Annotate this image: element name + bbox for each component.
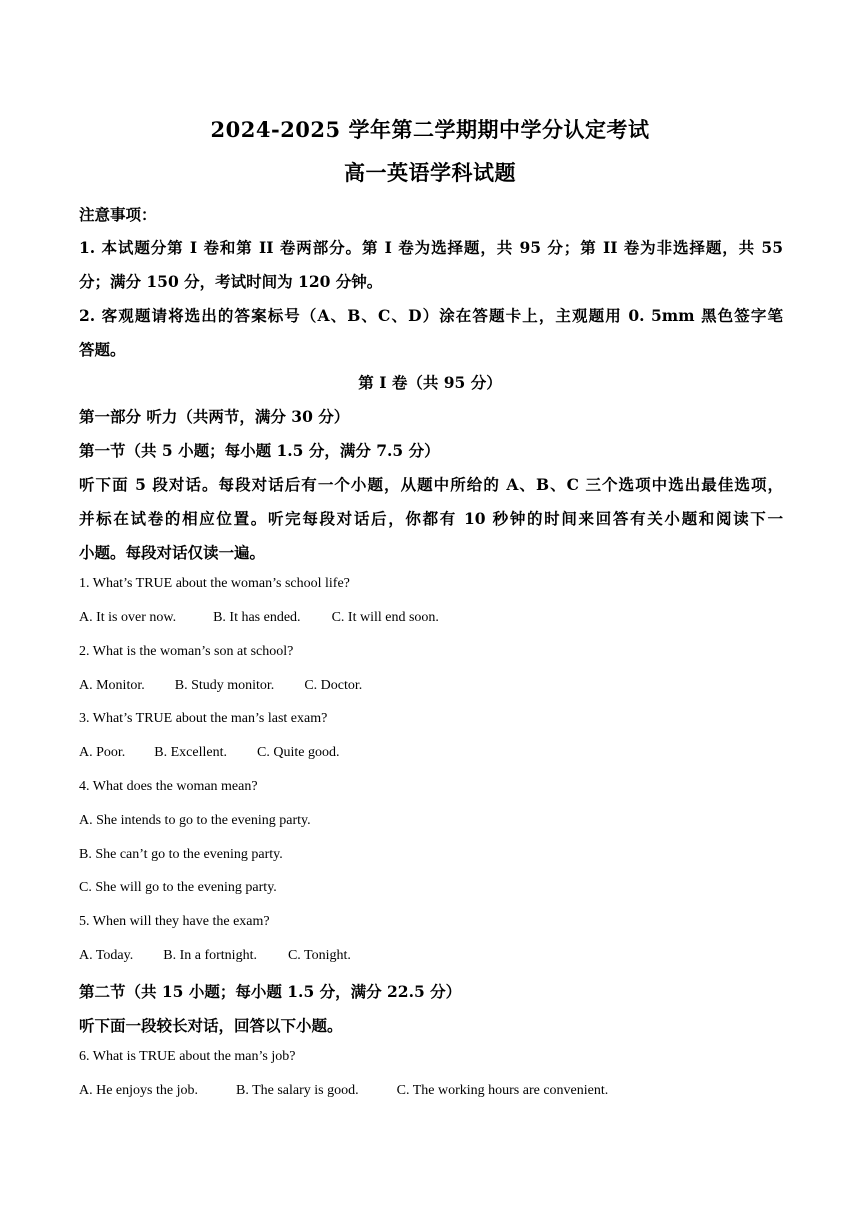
question-options [79, 948, 351, 964]
option: A. Today. [79, 948, 134, 963]
notice-item-1-line-2: 分；满分 150 分，考试时间为 120 分钟。 [79, 272, 383, 291]
section-1-instruction-line-3: 小题。每段对话仅读一遍。 [79, 543, 266, 562]
option: B. It has ended. [213, 610, 301, 625]
question-stem: 1. What’s TRUE about the woman’s school life? [79, 576, 350, 591]
option: C. She will go to the evening party. [79, 880, 277, 895]
option: B. She can’t go to the evening party. [79, 847, 283, 862]
question-options [79, 1083, 608, 1099]
option: C. It will end soon. [331, 610, 439, 625]
question-stem: 5. When will they have the exam? [79, 914, 270, 929]
option: A. It is over now. [79, 610, 177, 625]
question-stem: 4. What does the woman mean? [79, 779, 258, 794]
notice-item-2-line-1: 2. 客观题请将选出的答案标号（A、B、C、D）涂在答题卡上，主观题用 0. 5mm 黑色签字笔 [79, 306, 783, 325]
option: A. Poor. [79, 745, 126, 760]
option: C. Quite good. [257, 745, 340, 760]
option: B. The salary is good. [235, 1083, 359, 1098]
question-stem: 3. What’s TRUE about the man’s last exam? [79, 711, 328, 726]
exam-subtitle: 高一英语学科试题 [344, 160, 516, 185]
section-1-heading: 第一节（共 5 小题；每小题 1.5 分，满分 7.5 分） [79, 441, 440, 460]
option: A. Monitor. [79, 678, 145, 693]
exam-title: 2024-2025 学年第二学期期中学分认定考试 [210, 117, 650, 142]
section-1-instruction-line-1: 听下面 5 段对话。每段对话后有一个小题，从题中所给的 A、B、C 三个选项中选出最佳选项， [79, 475, 783, 494]
option: C. Tonight. [287, 948, 351, 963]
option: B. In a fortnight. [163, 948, 257, 963]
option: B. Study monitor. [174, 678, 275, 693]
question-options [79, 678, 362, 694]
question-stem: 6. What is TRUE about the man’s job? [79, 1049, 296, 1064]
question-options [79, 610, 439, 626]
notice-item-1-line-1: 1. 本试题分第 I 卷和第 II 卷两部分。第 I 卷为选择题，共 95 分；第 II 卷为非选择题，共 55 [79, 238, 783, 257]
option: A. He enjoys the job. [79, 1083, 198, 1098]
volume-heading: 第 I 卷（共 95 分） [358, 373, 502, 392]
notice-item-2-line-2: 答题。 [79, 340, 126, 359]
option: B. Excellent. [154, 745, 227, 760]
part-heading: 第一部分 听力（共两节，满分 30 分） [79, 407, 350, 426]
question-stem: 2. What is the woman’s son at school? [79, 644, 294, 659]
option: C. Doctor. [304, 678, 363, 693]
section-2-instruction: 听下面一段较长对话，回答以下小题。 [79, 1016, 343, 1035]
question-options [79, 745, 339, 761]
section-1-instruction-line-2: 并标在试卷的相应位置。听完每段对话后，你都有 10 秒钟的时间来回答有关小题和阅读下一 [79, 509, 783, 528]
section-2-heading: 第二节（共 15 小题；每小题 1.5 分，满分 22.5 分） [79, 982, 462, 1001]
option: A. She intends to go to the evening party. [79, 813, 311, 828]
option: C. The working hours are convenient. [396, 1083, 609, 1098]
notice-heading: 注意事项： [79, 205, 157, 224]
